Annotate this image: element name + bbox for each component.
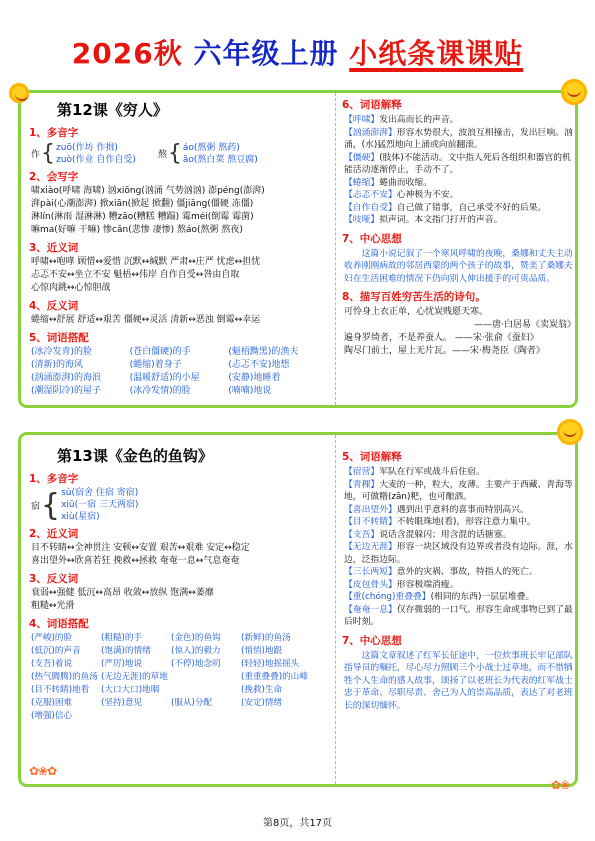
collocation-item: (冰冷发情)的脸 [129, 386, 191, 396]
collocation-item: (重重叠叠)的山峰 [241, 672, 308, 682]
section-heading: 8、描写百姓穷苦生活的诗句。 [342, 291, 486, 303]
poem-line: 陶尽门前土，屋上无片瓦。——宋·梅尧臣《陶者》 [344, 346, 545, 356]
def-term: 【忐忑不安】 [344, 190, 397, 200]
synonym-line: 呼啸↔咆哮 顾惜↔爱惜 沉默↔缄默 严肃↔庄严 忧虑↔担忧 [31, 257, 261, 267]
def-term: 【三长两短】 [344, 567, 397, 577]
def-text: 大麦的一种，粒大，皮薄。主要产于西藏、青海等地，可做糌(zān)粑，也可酿酒。 [344, 479, 573, 502]
page-footer: 第8页，共17页 [262, 818, 333, 829]
lesson-12-title: 第12课《穷人》 [57, 101, 168, 119]
section-heading: 2、会写字 [29, 171, 79, 183]
def-text: 蜷曲而收缩。 [379, 177, 432, 188]
central-idea: 这篇小说记叙了一个寒风呼啸的夜晚，桑娜和丈夫主动收养刚刚病故的邻居西蒙的两个孩子的故事，赞美了桑娜夫妇在生活困难的情况下仍向别人伸出援手的可贵品质。 [344, 248, 573, 284]
collocation-item: (严峻)的脸 [31, 633, 73, 643]
section-heading: 6、词语解释 [342, 99, 402, 111]
def-text: 形容极端消瘦。 [396, 579, 459, 590]
sun-icon [561, 79, 587, 105]
title-year: 2026秋 [71, 37, 194, 70]
collocation-item: (目不转睛)地看 [31, 685, 90, 695]
collocation-item: (低沉)的声音 [31, 646, 81, 656]
def-term: 【喜出望外】 [344, 504, 397, 515]
collocation-item: (服从)分配 [171, 698, 213, 708]
collocation-item: (新鲜)的鱼汤 [241, 633, 291, 643]
section-heading: 7、中心思想 [342, 634, 402, 647]
antonym-line: 粗糙↔光滑 [31, 601, 75, 611]
poly-reading: xiù(星宿) [61, 512, 100, 522]
def-term: 【宿营】 [344, 467, 380, 477]
poly-reading: āo(熬白菜 熬豆腐) [182, 154, 258, 165]
poly-reading: áo(熬粥 熬药) [182, 142, 240, 153]
collocation-item: (惊人)的毅力 [171, 646, 221, 656]
def-text: 军队在行军或战斗后住宿。 [379, 467, 485, 477]
def-term: 【僵硬】 [344, 152, 380, 163]
def-text: 发出高而长的声音。 [379, 115, 459, 125]
flowers-icon: ✿❀ [550, 778, 569, 792]
sun-icon [9, 83, 29, 103]
def-term: 【皮包骨头】 [344, 579, 397, 590]
def-term: 【奄奄一息】 [344, 604, 397, 615]
section-heading: 1、多音字 [29, 127, 79, 139]
poly-char: 宿 [31, 501, 41, 512]
vocab-line: 啸xiào(呼啸 海啸) 汹xiōng(汹涌 气势汹汹) 澎péng(澎湃) [31, 186, 265, 196]
collocation-item: (安静)地睡着 [228, 373, 281, 383]
def-text: 遇到出乎意料的喜事而特别高兴。 [396, 504, 529, 515]
vocab-line: 湃pài(心潮澎湃) 掀xiān(掀起 掀翻) 僵jiāng(僵硬 冻僵) [31, 199, 254, 209]
collocation-item: (热气腾腾)的鱼汤 [31, 672, 98, 682]
synonym-line: 忐忑不安↔坐立不安 魁梧↔伟岸 自作自受↔咎由自取 [31, 270, 240, 280]
def-term: 【青稞】 [344, 479, 380, 490]
collocation-item: (大口大口)地咽 [101, 685, 160, 695]
lesson-13-right-column [335, 435, 582, 784]
collocation-item: (汹涌澎湃)的海浪 [31, 373, 102, 383]
def-term: 【自作自受】 [344, 202, 397, 213]
collocation-item: (安定)情绪 [241, 698, 283, 708]
def-text: 不转眼珠地(看)，形容注意力集中。 [396, 517, 536, 527]
collocation-item: (蜷缩)着身子 [129, 360, 182, 370]
collocation-item: (克服)困难 [31, 698, 73, 708]
section-heading: 5、词语搭配 [29, 332, 89, 344]
collocation-item: (苍白僵硬)的手 [129, 347, 191, 357]
collocation-item: (无边无涯)的草地 [101, 672, 168, 682]
page-title [0, 32, 595, 72]
collocation-item: (支吾)着说 [31, 659, 73, 669]
lesson-13-left-column [21, 435, 331, 784]
collocation-item: (金色)的鱼钩 [171, 633, 221, 643]
def-text: 自己做了错事，自己承受不好的后果。 [396, 202, 547, 213]
collocation-item: (温暖舒适)的小屋 [129, 373, 200, 383]
def-text: 意外的灾祸、事故，特指人的死亡。 [396, 567, 538, 577]
collocation-item: (冰冷发青)的脸 [31, 347, 93, 357]
lesson-12-card [18, 90, 578, 408]
def-text: 形容水势很大，波浪互相撞击，发出巨响。汹涌，(水)猛烈地向上涌或向前翻滚。 [344, 127, 573, 150]
collocation-grid [31, 346, 331, 398]
poem-source: ——唐·白居易《卖炭翁》 [474, 320, 576, 330]
def-text: 仅存微弱的一口气。形容生命或事物已到了最后时刻。 [344, 604, 573, 627]
lesson-12-left-column [21, 93, 331, 405]
poly-char: 熬 [157, 150, 167, 160]
collocation-item: (不停)地念叨 [171, 659, 221, 669]
def-text: 说话含混躲闪；用含混的话搪塞。 [379, 529, 512, 540]
synonym-line: 目不转睛↔全神贯注 安顿↔安置 艰苦↔艰难 安定↔稳定 [31, 543, 250, 553]
def-term: 【无边无涯】 [344, 542, 397, 552]
poem-line: 遍身罗绮者，不是养蚕人。 ——宋·张俞《蚕妇》 [344, 333, 539, 343]
section-heading: 3、近义词 [29, 242, 79, 254]
title-series: 小纸条课课贴 [349, 37, 524, 70]
def-text: 形容一块区域没有边界或者没有边际。涯，水边，泛指边际。 [344, 542, 573, 565]
collocation-item: (喃喃)地说 [228, 386, 272, 396]
title-grade: 六年级上册 [193, 37, 350, 70]
def-term: 【目不转睛】 [344, 517, 397, 527]
def-text: 拟声词。本文指门打开的声音。 [379, 215, 503, 225]
collocation-item: (坚持)意见 [101, 698, 143, 708]
central-idea: 这篇文章叙述了红军长征途中，一位炊事班长牢记部队指导员的嘱托，尽心尽力照顾三个小战士过草地，而不惜牺牲个人生命的感人故事，颂扬了以老班长为代表的红军战士忠于革命、尽职尽责、舍己为人的崇高品质，表达了对老班长的深切缅怀。 [344, 650, 573, 711]
def-term: 【蜷缩】 [344, 177, 380, 188]
collocation-item: (粗糙)的手 [101, 633, 143, 643]
section-heading: 1、多音字 [29, 473, 79, 485]
flowers-icon: ✿❀✿ [29, 764, 57, 778]
brace-icon: { [167, 141, 182, 166]
collocation-item: (忐忑不安)地想 [228, 360, 290, 370]
section-heading: 4、词语搭配 [29, 618, 89, 630]
poem-line: 可怜身上衣正单，心忧炭贱愿天寒。 [344, 307, 489, 317]
lesson-13-card [18, 432, 578, 792]
synonym-line: 心惊肉跳↔心惊胆战 [31, 283, 111, 293]
poly-char: 作 [31, 150, 41, 160]
poly-reading: xiǔ(一宿 三天两宿) [61, 500, 139, 510]
synonym-line: 喜出望外↔欣喜若狂 挽救↔拯救 奄奄一息↔气息奄奄 [31, 556, 240, 566]
section-heading: 4、反义词 [29, 300, 79, 312]
def-term: 【重(chóng)重叠叠】 [344, 592, 431, 602]
vocab-line: 淋lín(淋雨 湿淋淋) 糟zāo(糟糕 糟蹋) 霉méi(倒霉 霉菌) [31, 212, 254, 222]
antonym-line: 衰弱↔强健 低沉↔高昂 收敛↔放纵 饱满↔萎靡 [31, 588, 214, 598]
def-term: 【吱哑】 [344, 215, 380, 225]
collocation-item: (增强)信心 [31, 711, 73, 721]
lesson-13-title: 第13课《金色的鱼钩》 [57, 447, 213, 465]
section-heading: 5、词语解释 [342, 451, 402, 463]
def-text: (相同的东西)一层层堆叠。 [430, 592, 535, 602]
collocation-item: (潮湿阴冷)的屋子 [31, 386, 102, 396]
collocation-item: (严厉)地说 [101, 659, 143, 669]
collocation-item: (清新)的海风 [31, 360, 84, 370]
section-heading: 7、中心思想 [342, 232, 402, 245]
collocation-item: (饱满)的情绪 [101, 646, 151, 656]
vocab-line: 嘛ma(好嘛 干嘛) 惨cǎn(悲惨 凄惨) 熬áo(熬粥 熬夜) [31, 225, 243, 235]
lesson-12-right-column [335, 93, 582, 405]
collocation-item: (挽救)生命 [241, 685, 283, 695]
section-heading: 2、近义词 [29, 528, 79, 540]
collocation-item: (悄悄)地跟 [241, 646, 283, 656]
collocation-item: (魁梧黝黑)的渔夫 [228, 347, 299, 357]
brace-icon: { [41, 141, 56, 166]
poly-reading: zuō(作坊 作揖) [56, 142, 118, 153]
sun-icon [557, 419, 583, 445]
brace-icon: { [41, 487, 61, 523]
def-text: (肢体)不能活动。文中指人死后各组织和器官的机能活动逐渐停止，手动不了。 [344, 152, 571, 175]
collocation-grid [31, 632, 331, 723]
section-heading: 3、反义词 [29, 573, 79, 585]
def-text: 心神极为不安。 [396, 190, 459, 200]
def-term: 【支吾】 [344, 529, 380, 540]
poly-reading: sù(宿舍 住宿 寄宿) [61, 488, 139, 498]
def-term: 【汹涌澎湃】 [344, 127, 397, 138]
poly-reading: zuò(作业 自作自受) [56, 154, 136, 165]
antonym-line: 蜷缩↔舒展 舒适↔艰苦 僵硬↔灵活 清新↔恶浊 倒霉↔幸运 [31, 315, 261, 325]
collocation-item: (轻轻)地摇摇头 [241, 659, 300, 669]
def-term: 【呼啸】 [344, 115, 380, 125]
